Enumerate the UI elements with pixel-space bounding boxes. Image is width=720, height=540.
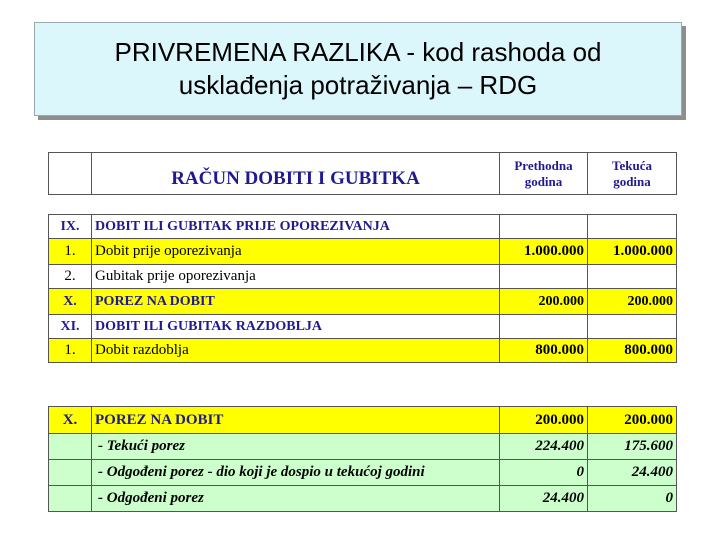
table-row [49, 289, 677, 315]
row-prev-value: 200.000 [500, 407, 588, 434]
row-label: POREZ NA DOBIT [92, 289, 500, 315]
slide-title-line-1: PRIVREMENA RAZLIKA - kod rashoda od [114, 37, 602, 67]
row-prev-value: 224.400 [500, 434, 588, 460]
row-label: Dobit razdoblja [92, 339, 500, 363]
table-row [49, 460, 677, 486]
row-code: X. [49, 407, 92, 434]
rdg-header-table [48, 152, 677, 195]
column-header-current-line-1: Tekuća [612, 157, 652, 173]
table-row [49, 407, 677, 434]
row-prev-value: 0 [500, 460, 588, 486]
row-curr-value: 0 [588, 486, 677, 512]
table-row [49, 265, 677, 289]
table-row [49, 434, 677, 460]
row-curr-value: 175.600 [588, 434, 677, 460]
row-prev-value: 24.400 [500, 486, 588, 512]
row-curr-value: 24.400 [588, 460, 677, 486]
row-label: DOBIT ILI GUBITAK RAZDOBLJA [92, 315, 500, 339]
row-curr-value: 200.000 [588, 289, 677, 315]
table-row [49, 315, 677, 339]
row-code [49, 460, 92, 486]
row-label: POREZ NA DOBIT [92, 407, 500, 434]
column-header-previous-line-1: Prethodna [514, 157, 573, 173]
column-header-current-line-2: godina [613, 173, 651, 189]
row-curr-value: 200.000 [588, 407, 677, 434]
row-curr-value: 800.000 [588, 339, 677, 363]
statement-title: RAČUN DOBITI I GUBITKA [92, 153, 500, 195]
row-label: Dobit prije oporezivanja [92, 239, 500, 265]
row-prev-value: 200.000 [500, 289, 588, 315]
row-prev-value: 1.000.000 [500, 239, 588, 265]
slide-title-line-2: usklađenja potraživanja – RDG [178, 70, 538, 100]
row-label: DOBIT ILI GUBITAK PRIJE OPOREZIVANJA [92, 215, 500, 239]
row-code: 1. [49, 239, 92, 265]
column-header-current-year [588, 153, 677, 195]
row-curr-value: 1.000.000 [588, 239, 677, 265]
row-prev-value [500, 265, 588, 289]
row-label: - Odgođeni porez [92, 486, 500, 512]
row-code: XI. [49, 315, 92, 339]
row-code [49, 434, 92, 460]
table-row [49, 215, 677, 239]
rdg-table-main [48, 214, 677, 363]
row-curr-value [588, 215, 677, 239]
table-row [49, 339, 677, 363]
table-row [49, 486, 677, 512]
row-curr-value [588, 315, 677, 339]
column-header-previous-line-2: godina [524, 173, 563, 189]
row-code: X. [49, 289, 92, 315]
row-prev-value: 800.000 [500, 339, 588, 363]
slide-title [34, 22, 682, 116]
row-prev-value [500, 215, 588, 239]
row-curr-value [588, 265, 677, 289]
row-label: - Tekući porez [92, 434, 500, 460]
row-label: Gubitak prije oporezivanja [92, 265, 500, 289]
row-code: 2. [49, 265, 92, 289]
row-code: IX. [49, 215, 92, 239]
row-label: - Odgođeni porez - dio koji je dospio u tekućoj godini [92, 460, 500, 486]
row-code [49, 486, 92, 512]
column-header-previous-year [500, 153, 588, 195]
row-code: 1. [49, 339, 92, 363]
table-row [49, 239, 677, 265]
row-prev-value [500, 315, 588, 339]
tax-breakdown-table [48, 406, 677, 512]
header-empty-cell [49, 153, 92, 195]
